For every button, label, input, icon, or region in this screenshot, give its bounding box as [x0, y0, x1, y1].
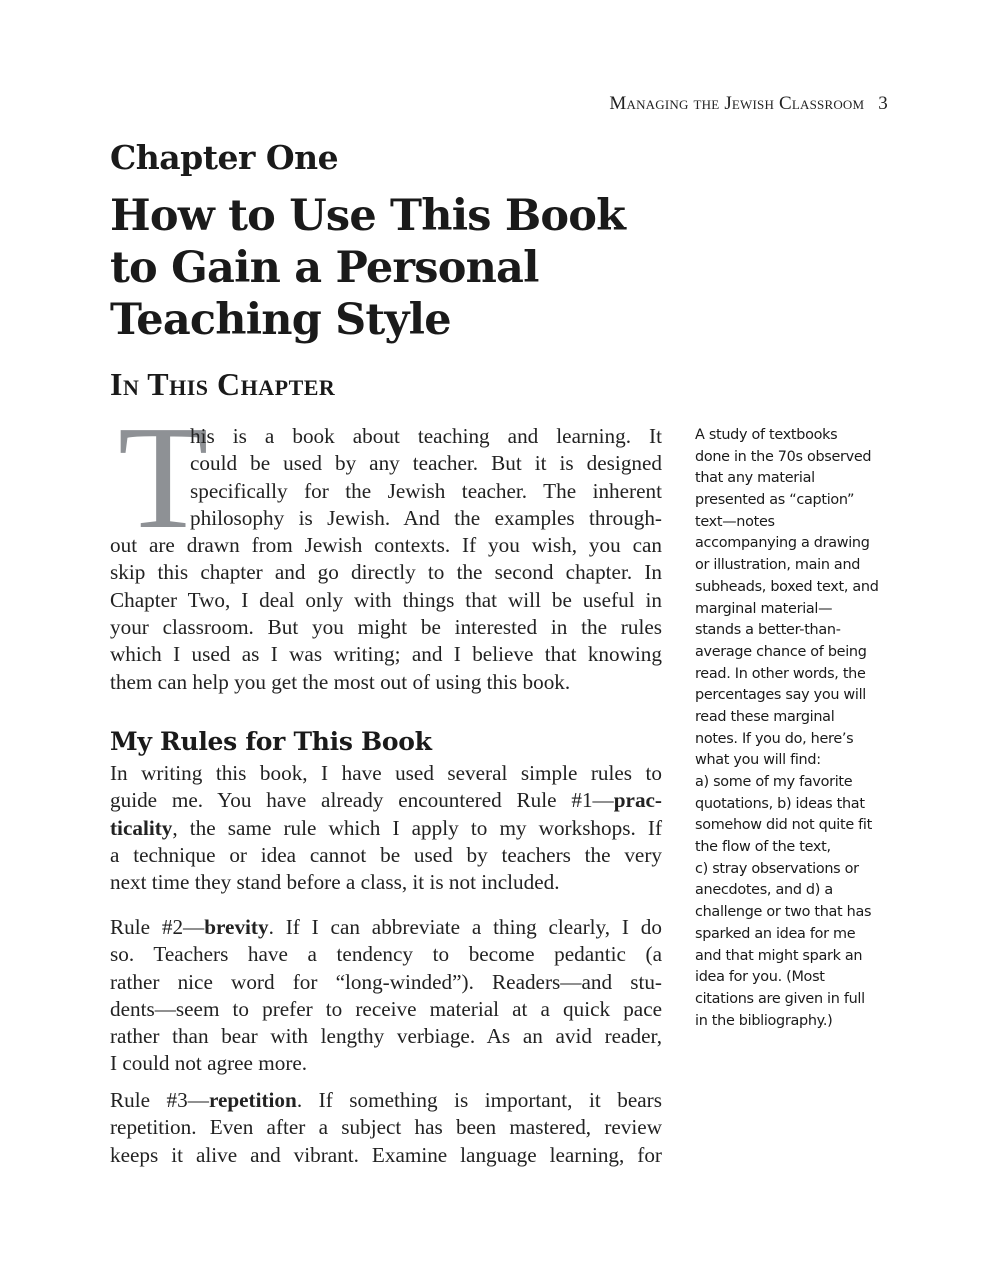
chapter-title	[110, 190, 625, 346]
margin-note-line: citations are given in full	[695, 990, 865, 1007]
chapter-title-line: Teaching Style	[110, 295, 451, 345]
section-heading: In This Chapter	[110, 366, 336, 402]
emphasis-practicality: ticality	[110, 815, 173, 840]
margin-note-line: that any material	[695, 470, 815, 487]
text-line: his is a book about teaching and learning. It	[190, 424, 662, 448]
chapter-label: Chapter One	[110, 138, 339, 177]
text-line	[110, 1087, 662, 1114]
text-run: . If I can abbreviate a thing clearly, I do	[268, 915, 662, 939]
margin-note-line: somehow did not quite fit	[695, 817, 872, 834]
text-line: repetition. Even after a subject has been mastered, review	[110, 1115, 662, 1140]
margin-note-line: marginal material—	[695, 600, 833, 617]
margin-note-line: c) stray observations or	[695, 860, 859, 877]
text-line: could be used by any teacher. But it is designed	[190, 451, 662, 476]
margin-note-line: sparked an idea for me	[695, 925, 856, 942]
margin-note-line: notes. If you do, here’s	[695, 730, 854, 747]
rules-paragraph-3	[110, 1087, 662, 1169]
margin-note-line: what you will find:	[695, 752, 821, 769]
margin-note-line: the flow of the text,	[695, 839, 831, 856]
margin-note-line: average chance of being	[695, 643, 867, 660]
chapter-title-line: How to Use This Book	[110, 191, 626, 241]
margin-note-line: text—notes	[695, 513, 775, 530]
text-line: which I used as I was writing; and I believe that knowing	[110, 642, 662, 667]
margin-note-line: A study of textbooks	[695, 427, 838, 443]
text-line: rather nice word for “long-winded”). Readers—and stu-	[110, 969, 662, 994]
chapter-title-line: to Gain a Personal	[110, 243, 539, 293]
text-line: philosophy is Jewish. And the examples through-	[190, 505, 662, 530]
intro-paragraph	[110, 423, 662, 696]
rules-paragraph-1	[110, 760, 662, 896]
emphasis-repetition: repetition	[208, 1088, 297, 1112]
text-line: a technique or idea cannot be used by teachers the very	[110, 842, 662, 867]
text-run: , the same rule which I apply to my workshops. If	[172, 815, 662, 840]
text-line: keeps it alive and vibrant. Examine language learning, for	[110, 1142, 662, 1167]
text-run: Rule #3—	[110, 1088, 209, 1112]
margin-note-line: subheads, boxed text, and	[695, 578, 879, 595]
emphasis-practicality: prac-	[613, 788, 662, 813]
margin-note-line: presented as “caption”	[695, 492, 855, 509]
text-line: out are drawn from Jewish contexts. If you wish, you can	[110, 533, 662, 558]
page-number: 3	[878, 93, 888, 114]
rules-paragraph-2	[110, 914, 662, 1078]
margin-note-line: stands a better-than-	[695, 622, 841, 639]
text-line: your classroom. But you might be interested in the rules	[110, 615, 662, 640]
text-line: Chapter Two, I deal only with things that will be useful in	[110, 587, 662, 612]
margin-note	[695, 425, 895, 1032]
text-line	[110, 914, 662, 941]
text-line: next time they stand before a class, it is not included.	[110, 870, 560, 895]
text-line: rather than bear with lengthy verbiage. As an avid reader,	[110, 1024, 662, 1049]
running-head-title: Managing the Jewish Classroom	[609, 93, 865, 114]
text-line: specifically for the Jewish teacher. The inherent	[190, 478, 662, 503]
text-line: In writing this book, I have used several simple rules to	[110, 761, 662, 785]
margin-note-line: percentages say you will	[695, 687, 866, 704]
running-head	[540, 93, 888, 115]
text-run: guide me. You have already encountered Rule #1—	[110, 788, 614, 813]
text-line: them can help you get the most out of using this book.	[110, 669, 571, 694]
margin-note-line: quotations, b) ideas that	[695, 795, 865, 812]
margin-note-line: read these marginal	[695, 708, 835, 725]
rules-subheading: My Rules for This Book	[110, 727, 432, 756]
margin-note-line: challenge or two that has	[695, 904, 872, 921]
margin-note-line: idea for you. (Most	[695, 969, 825, 986]
margin-note-line: in the bibliography.)	[695, 1012, 833, 1029]
margin-note-line: anecdotes, and d) a	[695, 882, 833, 899]
text-line: so. Teachers have a tendency to become pedantic (a	[110, 942, 662, 967]
margin-note-line: done in the 70s observed	[695, 448, 872, 465]
drop-cap: T	[118, 396, 209, 560]
text-line: dents—seem to prefer to receive material at a quick pace	[110, 996, 662, 1021]
margin-note-line: accompanying a drawing	[695, 535, 870, 552]
text-line	[110, 787, 662, 814]
text-run: Rule #2—	[110, 915, 205, 939]
margin-note-line: and that might spark an	[695, 947, 863, 964]
text-run: . If something is important, it bears	[296, 1088, 662, 1112]
margin-note-line: read. In other words, the	[695, 665, 866, 682]
text-line: I could not agree more.	[110, 1051, 308, 1076]
margin-note-line: or illustration, main and	[695, 557, 861, 574]
emphasis-brevity: brevity	[204, 915, 269, 939]
text-line	[110, 815, 662, 842]
text-line: skip this chapter and go directly to the second chapter. In	[110, 560, 662, 585]
margin-note-line: a) some of my favorite	[695, 774, 853, 790]
